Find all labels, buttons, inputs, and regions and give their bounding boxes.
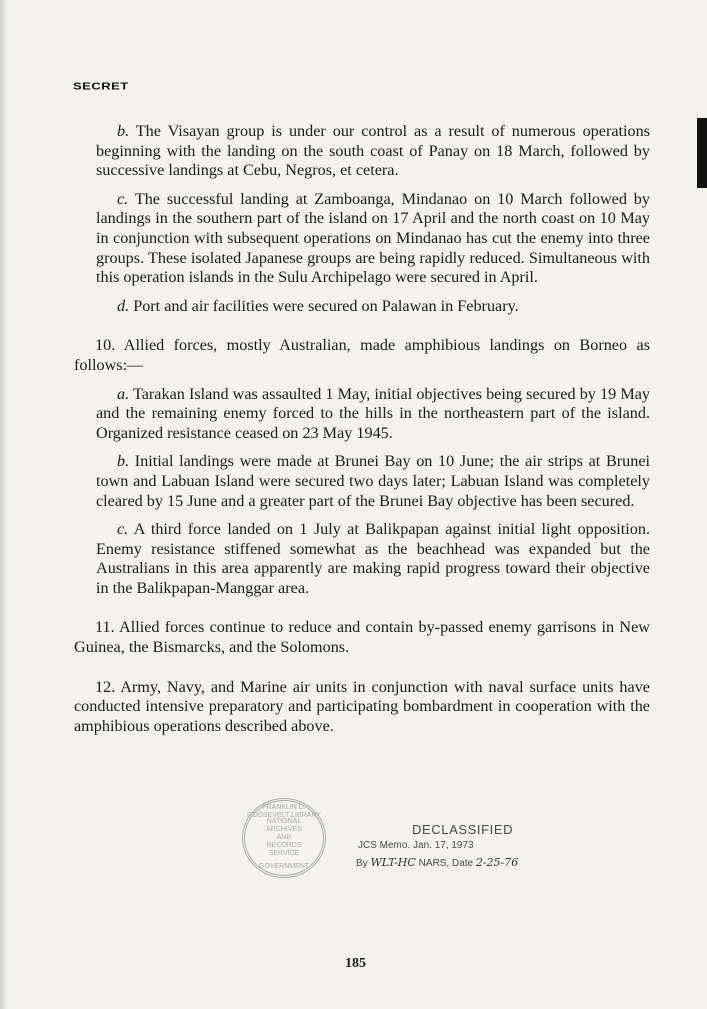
library-seal-stamp (242, 798, 326, 878)
body-text (74, 122, 650, 736)
stamp-ring-bottom-text: GOVERNMENT (258, 863, 310, 870)
stamp-ring-text: FRANKLIN D. ROOSEVELT LIBRARY (247, 804, 321, 819)
paragraph-11: 11. Allied forces continue to reduce and contain by-passed enemy garrisons in New Guinea, the Bismarcks, and the Solomons. (74, 618, 650, 657)
paragraph-text: The successful landing at Zamboanga, Mindanao on 10 March followed by landings in the southern part of the island on 17 April and the north coast on 10 May in conjunction with subsequent operations on Mindanao has cut the enemy into three groups. These isolated Japanese groups are being rapidly reduced. Simultaneous with this operation islands in the Sulu Archipelago were secured in April. (96, 189, 650, 287)
paragraph-9b (74, 122, 650, 181)
paragraph-text: A third force landed on 1 July at Balikpapan against initial light opposition. Enemy resistance stiffened somewhat as the beachhead was expanded but the Australians in this area apparently are making rapid progress toward their objective in the Balikpapan-Manggar area. (96, 520, 650, 597)
handwritten-initials: WLT-HC (370, 856, 416, 869)
by-label: By (356, 858, 368, 869)
paragraph-10c (74, 520, 650, 598)
paragraph-text: Tarakan Island was assaulted 1 May, initial objectives being secured by 19 May and the remaining enemy forced to the hills in the northeastern part of the island. Organized resistance ceased on 23 May 1945. (96, 384, 650, 442)
page-edge-mark (697, 118, 707, 188)
paragraph-text: Port and air facilities were secured on Palawan in February. (129, 296, 519, 315)
subparagraph-letter: a. (117, 384, 130, 403)
declassification-signoff (356, 856, 554, 869)
subparagraph-letter: d. (117, 296, 130, 315)
page-number: 185 (345, 956, 366, 971)
subparagraph-letter: b. (117, 452, 130, 471)
paragraph-10: 10. Allied forces, mostly Australian, made amphibious landings on Borneo as follows:— (74, 336, 650, 374)
paragraph-10b (74, 452, 650, 511)
handwritten-date: 2-25-76 (475, 856, 519, 869)
subparagraph-letter: c. (117, 189, 129, 208)
declassified-title: DECLASSIFIED (412, 822, 514, 837)
paragraph-12: 12. Army, Navy, and Marine air units in conjunction with naval surface units have conducted intensive preparatory and participating bombardment in cooperation with the amphibious operations described above. (74, 677, 650, 735)
declassification-stamp (354, 822, 554, 869)
paragraph-9c (74, 190, 650, 288)
classification-marking: SECRET (73, 80, 129, 92)
page-edge-shadow (0, 0, 8, 1009)
stamp-center-text: NATIONAL ARCHIVES AND RECORDS SERVICE (266, 818, 302, 857)
subparagraph-letter: c. (117, 520, 129, 539)
paragraph-text: The Visayan group is under our control as a result of numerous operations beginning with the landing on the south coast of Panay on 18 March, followed by successive landings at Cebu, Negros, et cetera. (96, 122, 650, 180)
agency-label: NARS, Date (418, 858, 474, 869)
paragraph-10a (74, 385, 650, 444)
paragraph-text: Initial landings were made at Brunei Bay on 10 June; the air strips at Brunei town and Labuan Island were secured two days later; Labuan Island was completely cleared by 15 June and a greater part of the Brunei Bay objective has been secured. (96, 452, 650, 510)
paragraph-9d (74, 297, 650, 317)
subparagraph-letter: b. (117, 122, 130, 140)
declassification-authority: JCS Memo. Jan. 17, 1973 (358, 840, 474, 851)
